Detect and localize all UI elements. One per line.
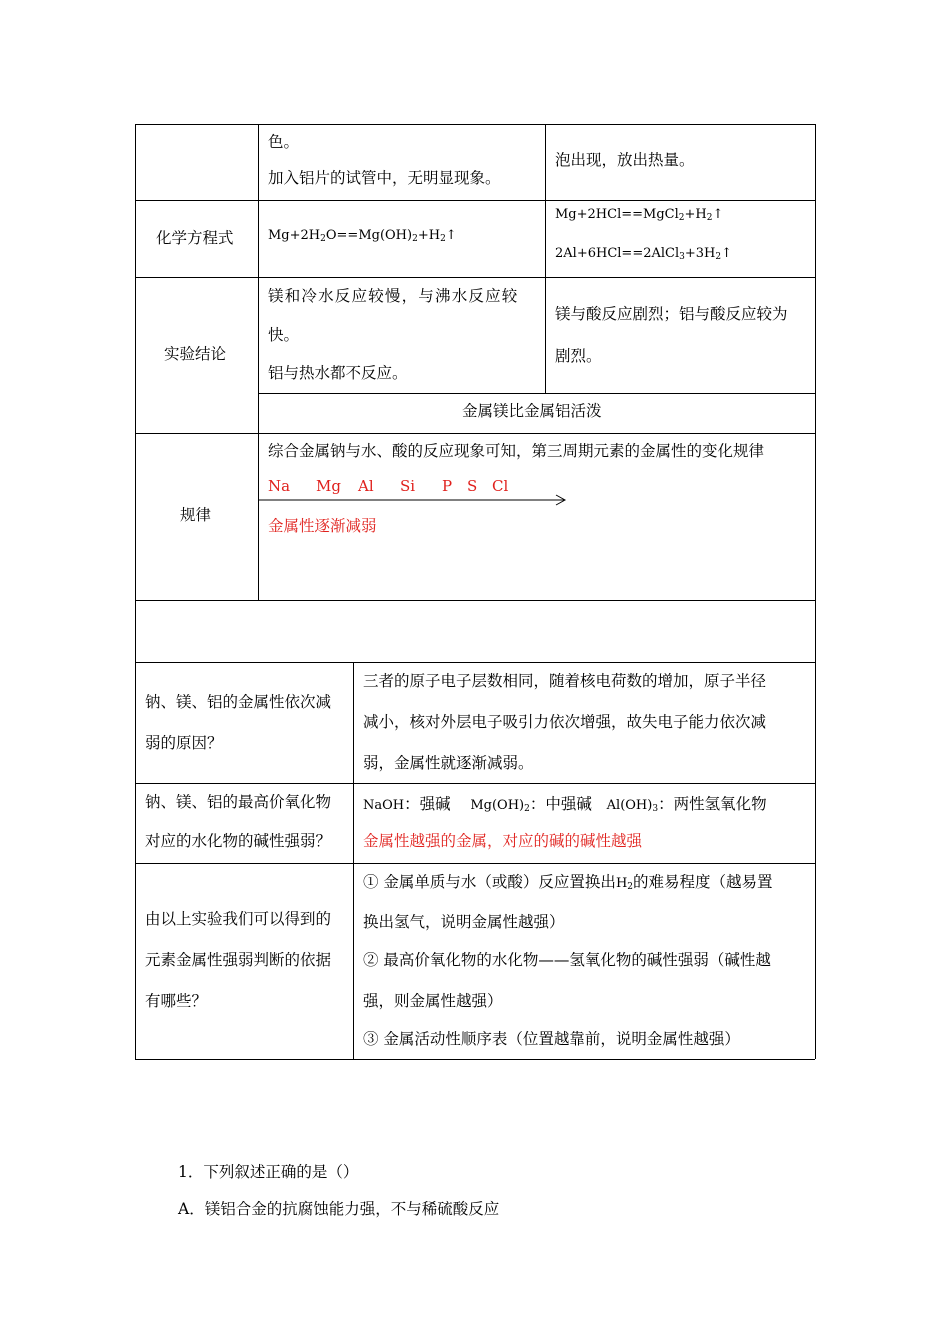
table1-border-bottom xyxy=(135,662,815,663)
table1-line xyxy=(135,600,815,601)
equation-acid-mg: $Mg+2HCl==MgCl_2+H_2↑$ xyxy=(555,207,724,223)
table2-line xyxy=(135,863,815,864)
table1-line xyxy=(258,393,815,394)
conclusion-acid-line1: 镁与酸反应剧烈；铝与酸反应较为 xyxy=(555,305,788,323)
reason-question-line1: 钠、镁、铝的金属性依次减 xyxy=(145,693,332,711)
rule-element-cl: Cl xyxy=(492,477,509,495)
equation-acid-al: $2Al+6HCl==2AlCl_3+3H_2↑$ xyxy=(555,246,733,262)
question1-stem: 1．下列叙述正确的是（） xyxy=(178,1163,359,1181)
table2-border-bottom xyxy=(135,1059,815,1060)
table1-border-right xyxy=(815,124,816,662)
conclusion-water-line2: 快。 xyxy=(268,326,300,344)
criteria-answer-line2: 换出氢气，说明金属性越强） xyxy=(363,913,565,931)
basicity-answer-red: 金属性越强的金属，对应的碱的碱性越强 xyxy=(363,832,643,850)
rule-element-si: Si xyxy=(400,477,416,495)
rule-element-al: Al xyxy=(358,477,374,495)
table1-line xyxy=(135,277,815,278)
equation-water: $Mg+2H_2O==Mg(OH)_2+H_2↑$ xyxy=(268,228,457,244)
table1-col-divider xyxy=(258,124,259,600)
rule-trend: 金属性逐渐减弱 xyxy=(268,517,377,535)
reason-question-line2: 弱的原因？ xyxy=(145,734,223,752)
rule-element-na: Na xyxy=(268,477,291,495)
table1-line xyxy=(135,433,815,434)
criteria-answer-line1: ① 金属单质与水（或酸）反应置换出$H_2$的难易程度（越易置 xyxy=(363,873,773,892)
reason-answer-line1: 三者的原子电子层数相同，随着核电荷数的增加，原子半径 xyxy=(363,672,767,690)
reason-answer-line3: 弱，金属性就逐渐减弱。 xyxy=(363,754,534,772)
conclusion-acid-line2: 剧烈。 xyxy=(555,347,602,365)
basicity-question-line1: 钠、镁、铝的最高价氧化物 xyxy=(145,793,332,811)
table2-line xyxy=(135,783,815,784)
rule-element-s: S xyxy=(467,477,478,495)
observation-water-line2: 加入铝片的试管中，无明显现象。 xyxy=(268,169,501,187)
conclusion-label: 实验结论 xyxy=(164,345,227,363)
rule-label: 规律 xyxy=(180,506,212,524)
equation-label: 化学方程式 xyxy=(156,229,234,247)
reason-answer-line2: 减小，核对外层电子吸引力依次增强，故失电子能力依次减 xyxy=(363,713,767,731)
observation-water-line1: 色。 xyxy=(268,133,300,151)
table1-border-top xyxy=(135,124,815,125)
criteria-question-line1: 由以上实验我们可以得到的 xyxy=(145,910,332,928)
table1-border-left xyxy=(135,124,136,662)
table2-border-left xyxy=(135,662,136,1059)
criteria-question-line3: 有哪些？ xyxy=(145,992,208,1010)
table2-col-divider xyxy=(353,662,354,1059)
rule-element-p: P xyxy=(442,477,453,495)
basicity-question-line2: 对应的水化物的碱性强弱？ xyxy=(145,832,332,850)
criteria-question-line2: 元素金属性强弱判断的依据 xyxy=(145,951,332,969)
conclusion-water-line1: 镁和冷水反应较慢，与沸水反应较 xyxy=(268,287,519,305)
table1-col-divider xyxy=(545,124,546,393)
observation-acid: 泡出现，放出热量。 xyxy=(555,151,695,169)
basicity-answer-line1: NaOH：强碱 $Mg(OH)_2$：中强碱 $Al(OH)_3$：两性氢氧化物 xyxy=(363,795,767,814)
conclusion-water-line3: 铝与热水都不反应。 xyxy=(268,364,408,382)
table2-border-right xyxy=(815,662,816,1059)
criteria-answer-line5: ③ 金属活动性顺序表（位置越靠前，说明金属性越强） xyxy=(363,1030,740,1048)
rule-element-mg: Mg xyxy=(316,477,341,495)
conclusion-merged: 金属镁比金属铝活泼 xyxy=(462,402,602,420)
question1-option-a: A．镁铝合金的抗腐蚀能力强，不与稀硫酸反应 xyxy=(178,1200,500,1218)
rule-intro: 综合金属钠与水、酸的反应现象可知，第三周期元素的金属性的变化规律 xyxy=(268,442,765,460)
criteria-answer-line3: ② 最高价氧化物的水化物——氢氧化物的碱性强弱（碱性越 xyxy=(363,951,771,969)
rule-arrow xyxy=(258,493,570,507)
criteria-answer-line4: 强，则金属性越强） xyxy=(363,992,503,1010)
table1-line xyxy=(135,200,815,201)
